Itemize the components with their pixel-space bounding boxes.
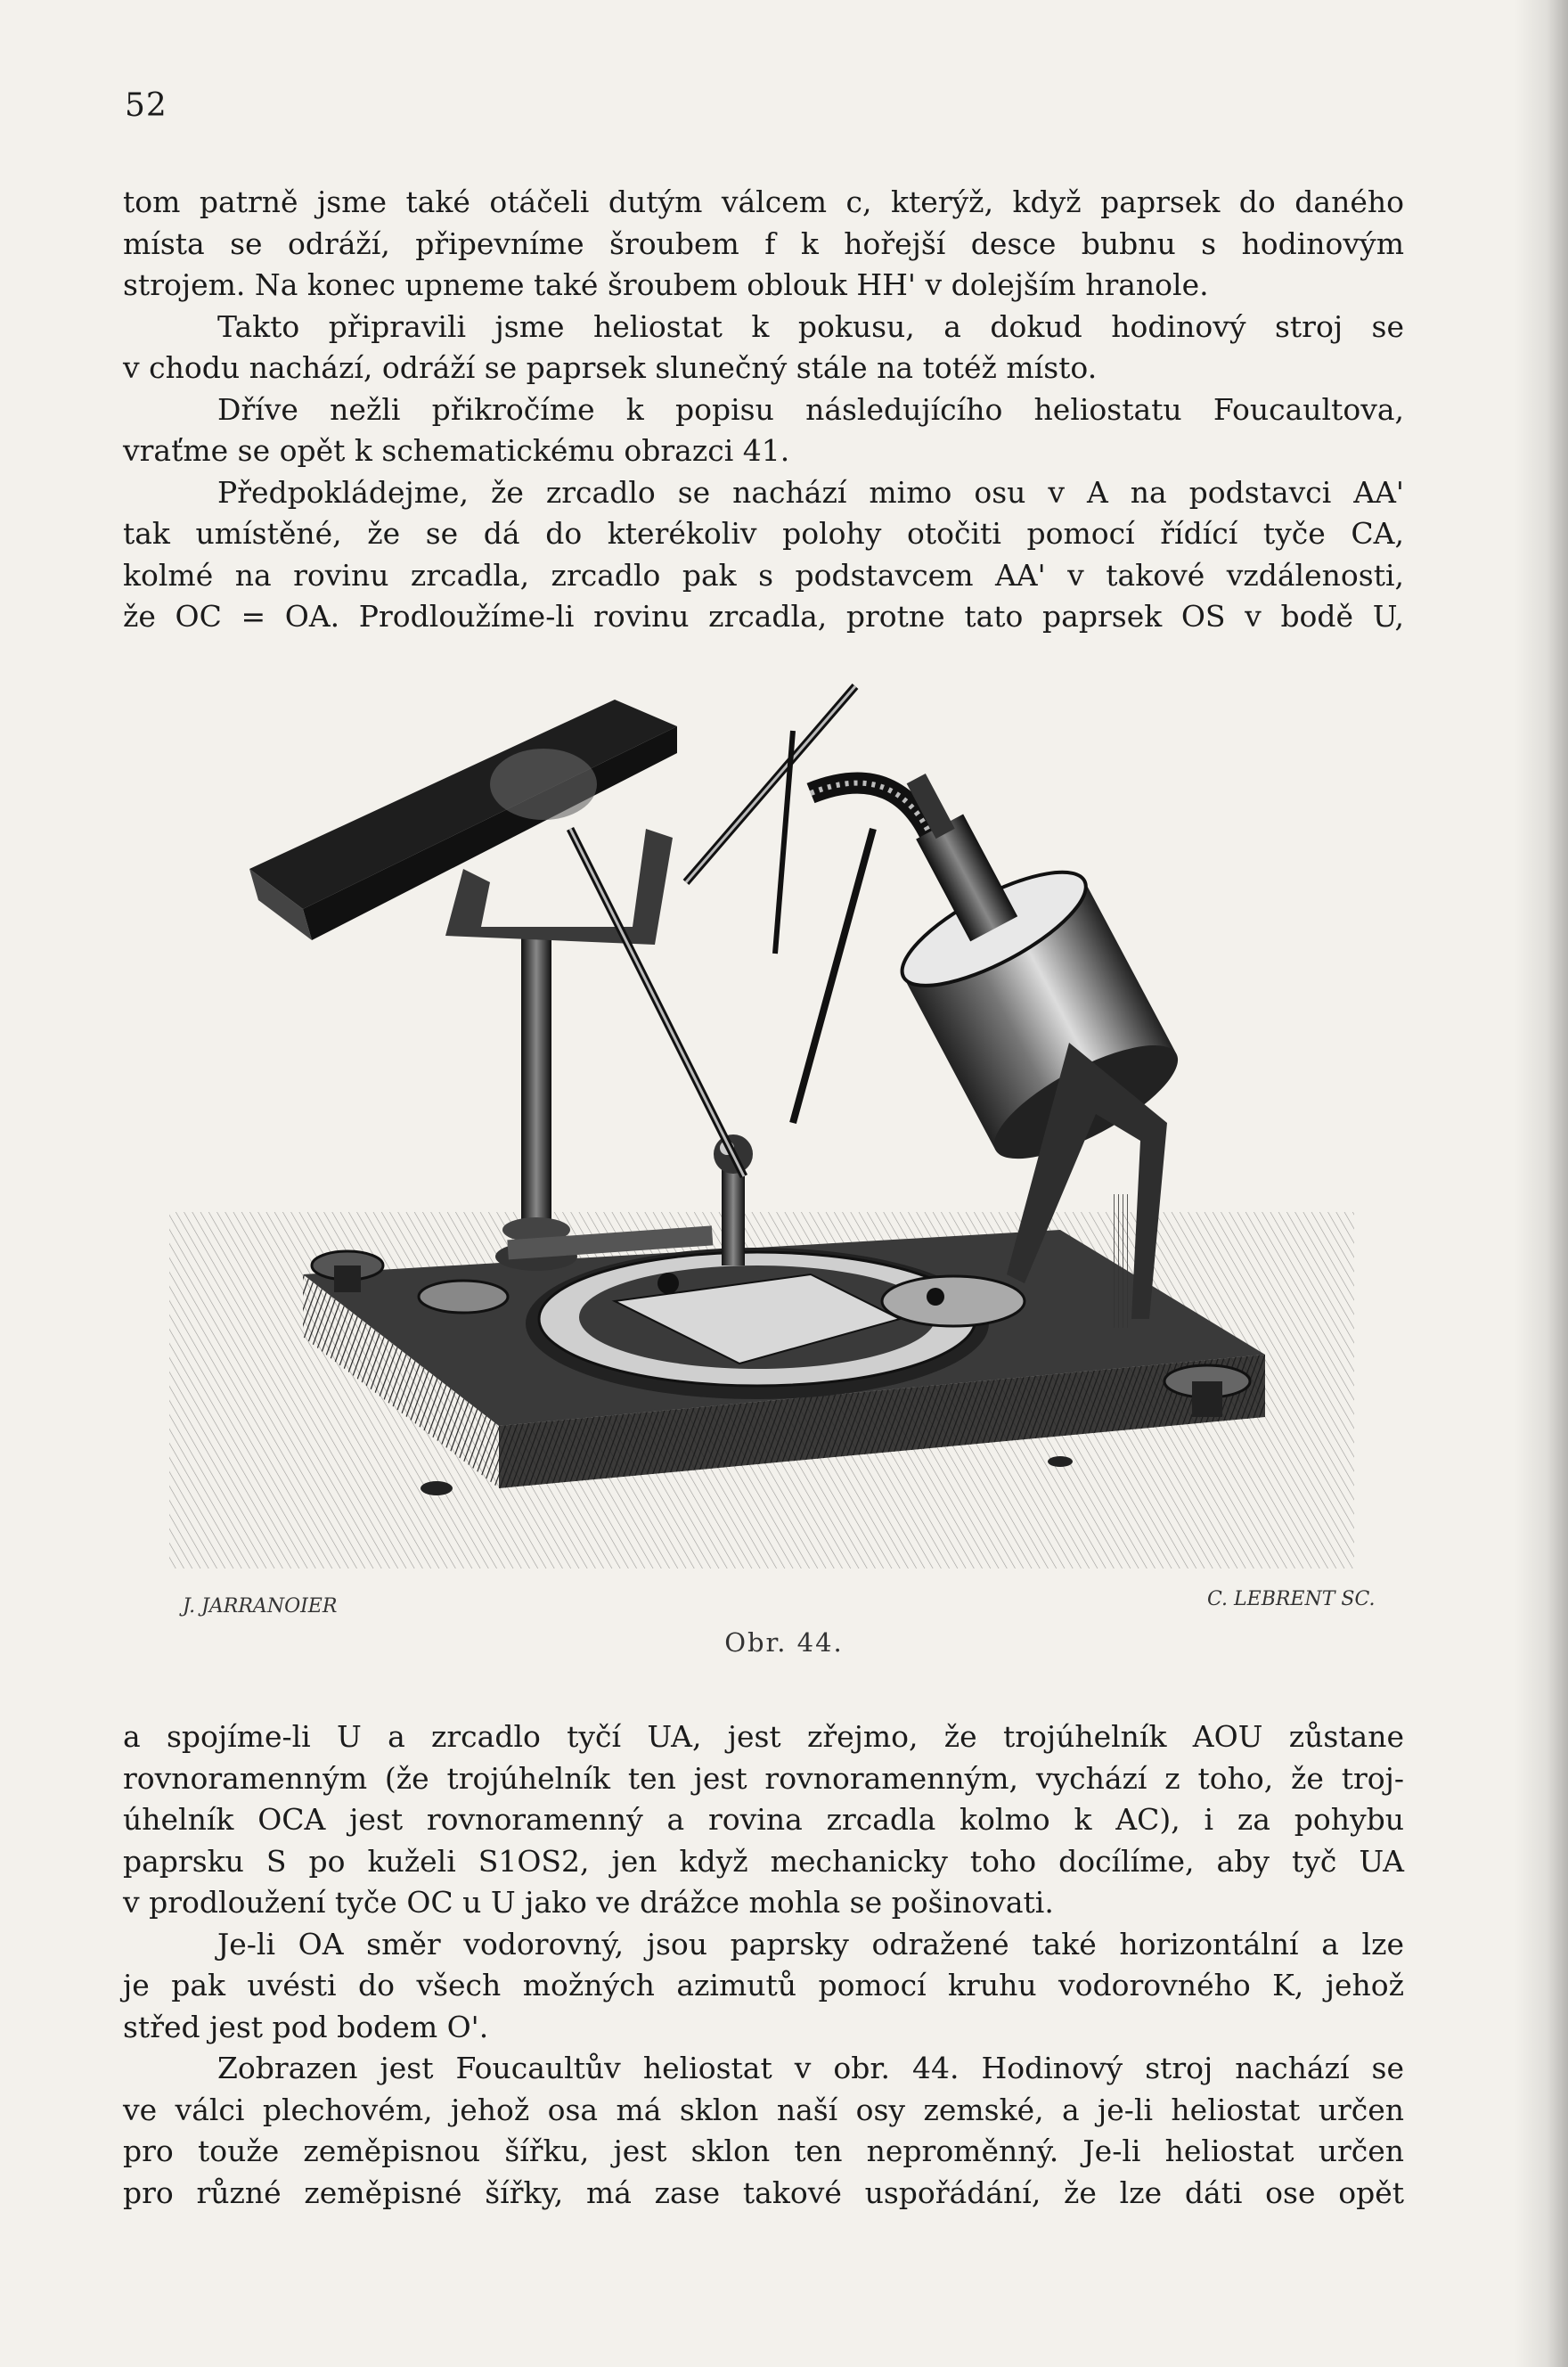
text-line: v prodloužení tyče OC u U jako ve drážce mohla se pošinovati. <box>123 1885 1054 1920</box>
text-line: střed jest pod bodem O'. <box>123 2009 489 2044</box>
text-line: pro touže zeměpisnou šířku, jest sklon ten neproměnný. Je-li heliostat určen <box>123 2134 1404 2168</box>
engraver-signature-right: C. LEBRENT SC. <box>1207 1588 1376 1610</box>
page-edge-shadow <box>1515 0 1568 2367</box>
text-line: paprsku S po kuželi S1OS2, jen když mechanicky toho docílíme, aby tyč UA <box>123 1843 1404 1879</box>
figure-caption: Obr. 44. <box>724 1627 844 1658</box>
page-number: 52 <box>125 87 167 124</box>
bottom-paragraphs <box>123 1716 1404 2214</box>
text-line: vraťme se opět k schematickému obrazci 41. <box>123 433 790 468</box>
text-line: kolmé na rovinu zrcadla, zrcadlo pak s podstavcem AA' v takové vzdálenosti, <box>123 557 1404 593</box>
text-line: je pak uvésti do všech možných azimutů pomocí kruhu vodorovného K, jehož <box>123 1968 1404 2003</box>
text-line: v chodu nachází, odráží se paprsek slunečný stále na totéž místo. <box>123 350 1098 385</box>
text-line: že OC = OA. Prodloužíme-li rovinu zrcadla, protne tato paprsek OS v bodě U, <box>123 599 1404 634</box>
text-line: tak umístěné, že se dá do kterékoliv polohy otočiti pomocí řídící tyče CA, <box>123 516 1404 551</box>
heliostat-engraving <box>169 659 1354 1622</box>
text-line: Je-li OA směr vodorovný, jsou paprsky odražené také horizontální a lze <box>217 1926 1404 1962</box>
text-line: a spojíme-li U a zrcadlo tyčí UA, jest zřejmo, že trojúhelník AOU zůstane <box>123 1719 1404 1754</box>
text-line: tom patrně jsme také otáčeli dutým válcem c, kterýž, když paprsek do daného <box>123 184 1404 219</box>
text-line: úhelník OCA jest rovnoramenný a rovina zrcadla kolmo k AC), i za pohybu <box>123 1802 1404 1837</box>
text-line: pro různé zeměpisné šířky, má zase takové uspořádání, že lze dáti ose opět <box>123 2175 1404 2210</box>
top-paragraphs <box>123 182 1404 638</box>
engraver-signature-left: J. JARRANOIER <box>183 1595 338 1618</box>
text-line: ve válci plechovém, jehož osa má sklon naší osy zemské, a je-li heliostat určen <box>123 2092 1404 2127</box>
text-line: rovnoramenným (že trojúhelník ten jest rovnoramenným, vychází z toho, že troj- <box>123 1760 1404 1796</box>
text-line: Dříve nežli přikročíme k popisu následujícího heliostatu Foucaultova, <box>217 391 1404 427</box>
mirror-pillar <box>521 927 551 1265</box>
text-line: místa se odráží, připevníme šroubem f k hořejší desce bubnu s hodinovým <box>123 225 1404 261</box>
heliostat-illustration <box>169 659 1354 1622</box>
text-line: strojem. Na konec upneme také šroubem oblouk HH' v dolejším hranole. <box>123 267 1209 302</box>
text-line: Zobrazen jest Foucaultův heliostat v obr. 44. Hodinový stroj nachází se <box>217 2051 1404 2085</box>
text-line: Předpokládejme, že zrcadlo se nachází mimo osu v A na podstavci AA' <box>217 474 1404 510</box>
text-line: Takto připravili jsme heliostat k pokusu, a dokud hodinový stroj se <box>217 308 1404 344</box>
